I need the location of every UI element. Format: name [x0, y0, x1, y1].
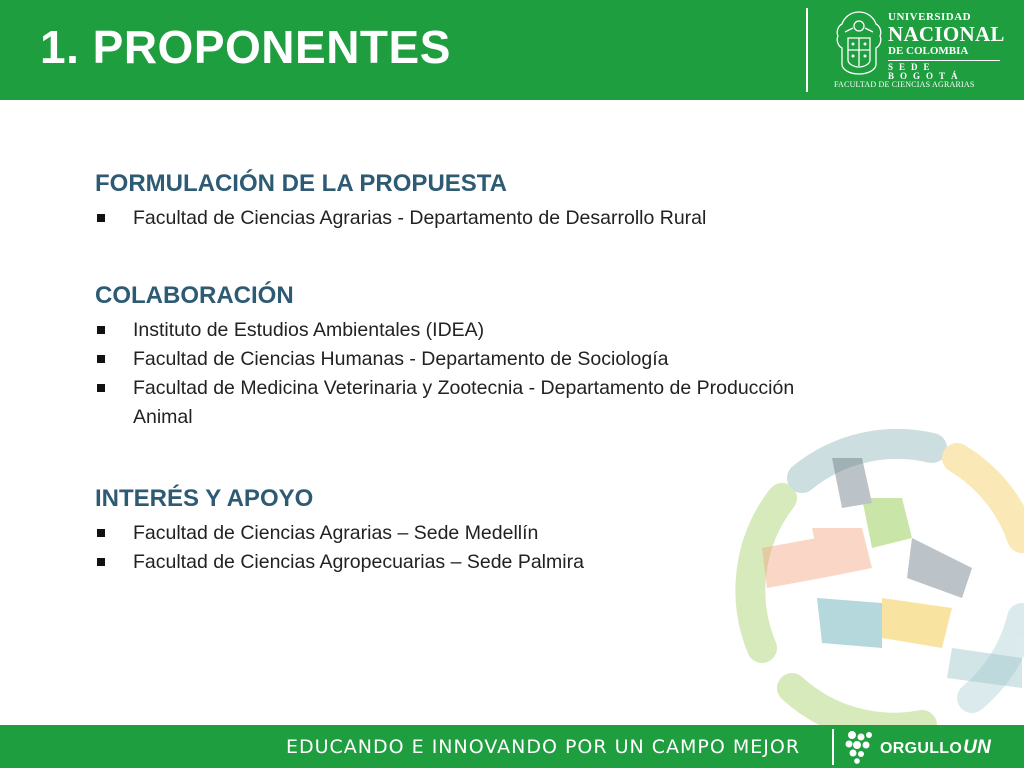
brand-suffix: UN	[963, 737, 992, 758]
section-colaboracion	[95, 282, 795, 432]
list-item-text: Facultad de Ciencias Agrarias - Departamento de Desarrollo Rural	[133, 207, 707, 229]
logo-rule	[888, 60, 1000, 61]
logo-faculty: FACULTAD DE CIENCIAS AGRARIAS	[834, 80, 975, 89]
list-item-text: Facultad de Medicina Veterinaria y Zootecnia - Departamento de Producción Animal	[133, 377, 795, 428]
logo-line-universidad: UNIVERSIDAD	[888, 11, 972, 23]
list-item	[95, 519, 584, 548]
list-item-text: Instituto de Estudios Ambientales (IDEA)	[133, 319, 485, 341]
orgullo-un-brand	[880, 737, 991, 759]
page-title: 1. PROPONENTES	[40, 21, 451, 73]
section-formulacion	[95, 170, 706, 233]
footer-bar	[0, 725, 1024, 768]
section-heading: FORMULACIÓN DE LA PROPUESTA	[95, 170, 507, 197]
square-bullet-icon	[97, 558, 105, 566]
bullet-list	[95, 316, 795, 432]
university-name	[888, 12, 1018, 81]
list-item	[95, 374, 795, 432]
logo-line-sede: SEDE BOGOTÁ	[888, 62, 964, 81]
square-bullet-icon	[97, 214, 105, 222]
list-item	[95, 548, 584, 577]
section-interes-apoyo	[95, 485, 584, 577]
square-bullet-icon	[97, 326, 105, 334]
university-seal-icon	[832, 8, 886, 76]
header-bar	[0, 0, 1024, 100]
section-heading: INTERÉS Y APOYO	[95, 485, 314, 512]
footer-slogan: EDUCANDO E INNOVANDO POR UN CAMPO MEJOR	[286, 736, 801, 758]
bullet-list	[95, 204, 706, 233]
list-item	[95, 316, 795, 345]
brand-prefix: ORGULLO	[880, 740, 963, 757]
university-logo	[828, 6, 1018, 94]
list-item-text: Facultad de Ciencias Agrarias – Sede Medellín	[133, 522, 539, 544]
section-heading: COLABORACIÓN	[95, 282, 294, 309]
footer-divider	[832, 729, 834, 765]
list-item	[95, 345, 795, 374]
list-item-text: Facultad de Ciencias Agropecuarias – Sede Palmira	[133, 551, 584, 573]
list-item-text: Facultad de Ciencias Humanas - Departamento de Sociología	[133, 348, 669, 370]
list-item	[95, 204, 706, 233]
grape-dots-icon	[842, 729, 880, 765]
logo-line-colombia: DE COLOMBIA	[888, 45, 969, 57]
joined-hands-circle-icon	[722, 418, 1024, 725]
header-divider	[806, 8, 808, 92]
square-bullet-icon	[97, 355, 105, 363]
bullet-list	[95, 519, 584, 577]
square-bullet-icon	[97, 529, 105, 537]
square-bullet-icon	[97, 384, 105, 392]
logo-line-nacional: NACIONAL	[888, 22, 1005, 46]
